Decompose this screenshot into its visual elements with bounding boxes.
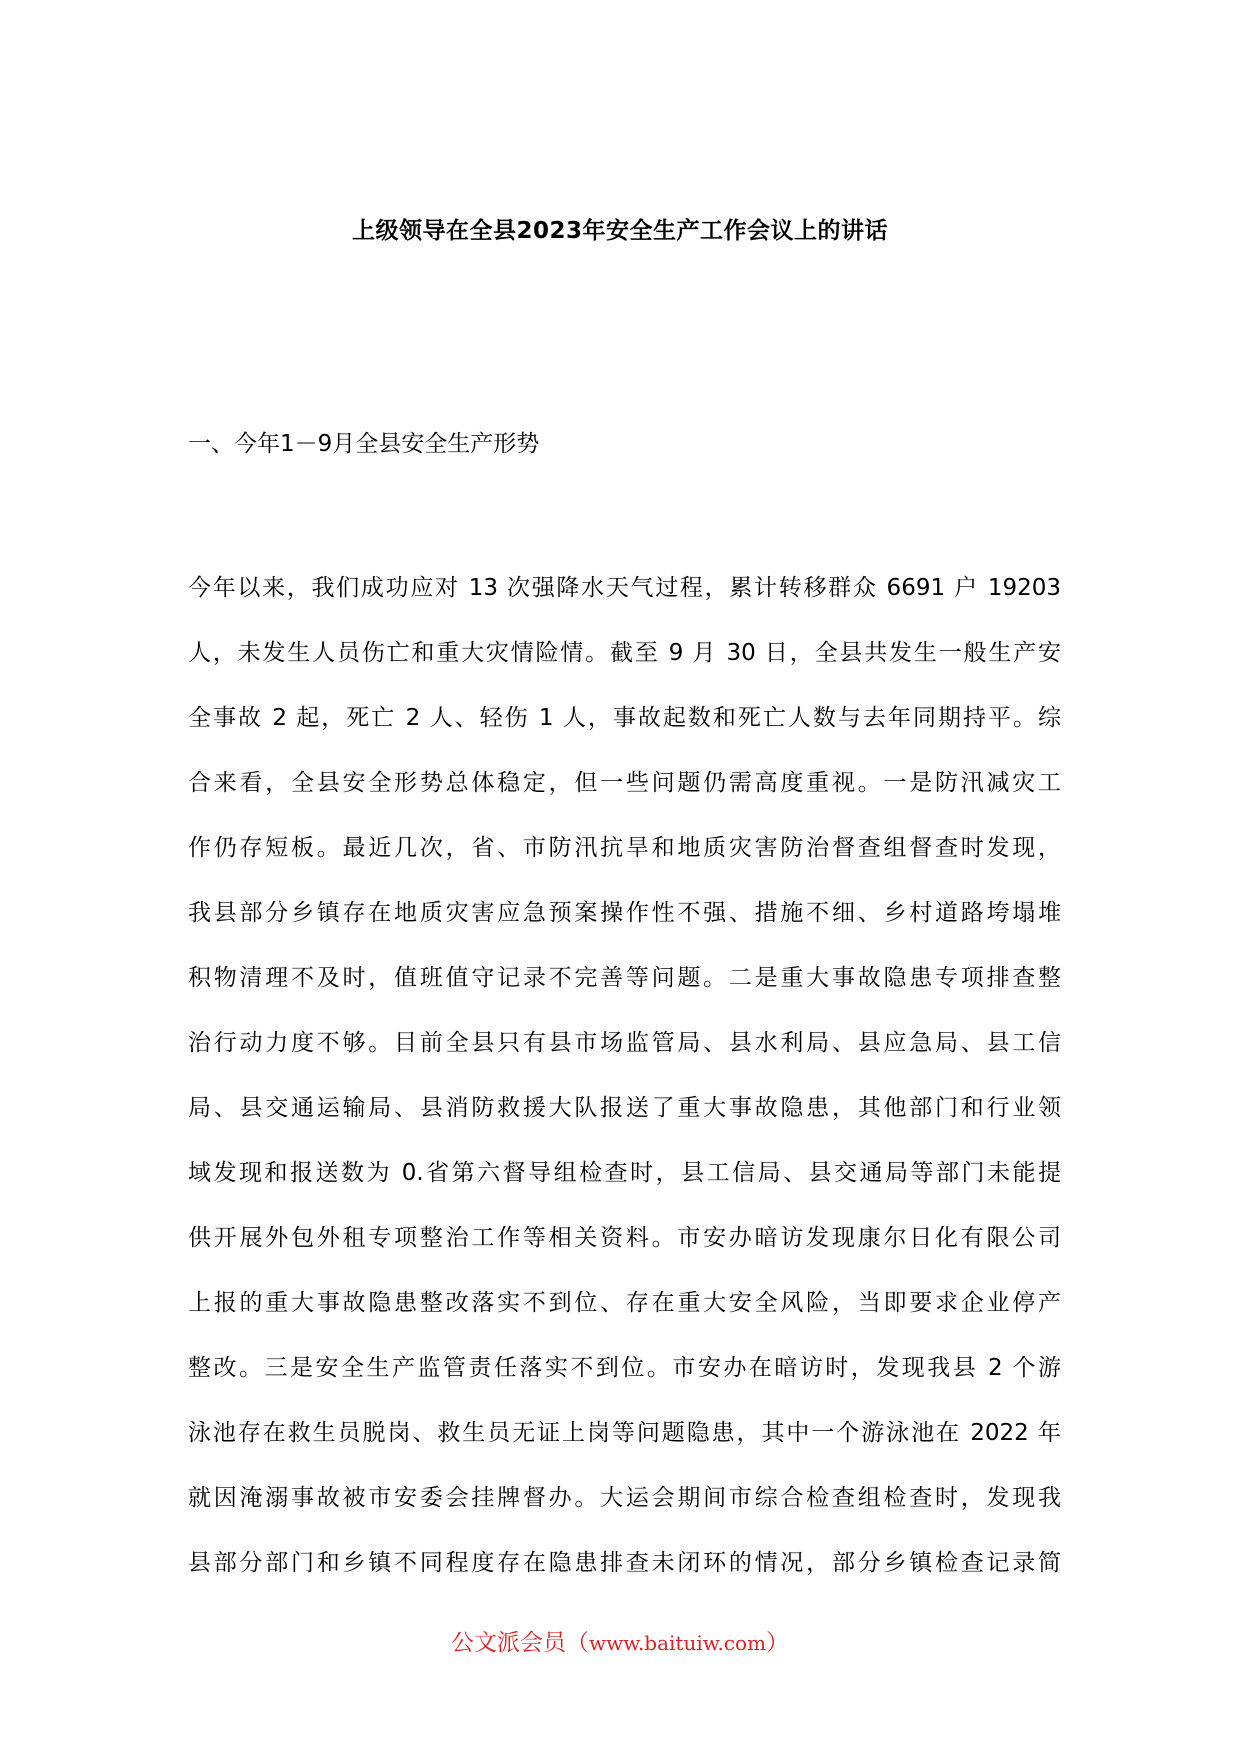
paragraph-line: 域发现和报送数为 0.省第六督导组检查时，县工信局、县交通局等部门未能提: [188, 1160, 1061, 1186]
paragraph-line: 上报的重大事故隐患整改落实不到位、存在重大安全风险，当即要求企业停产: [188, 1290, 1061, 1316]
footer-label: 公文派会员（: [450, 1630, 589, 1656]
paragraph-line: 县部分部门和乡镇不同程度存在隐患排查未闭环的情况，部分乡镇检查记录简: [188, 1550, 1061, 1576]
section-heading: 一、今年1－9月全县安全生产形势: [188, 431, 540, 457]
paragraph-line: 局、县交通运输局、县消防救援大队报送了重大事故隐患，其他部门和行业领: [188, 1095, 1061, 1121]
document-title: 上级领导在全县2023年安全生产工作会议上的讲话: [351, 218, 888, 244]
paragraph-line: 就因淹溺事故被市安委会挂牌督办。大运会期间市综合检查组检查时，发现我: [188, 1485, 1061, 1511]
paragraph-line: 我县部分乡镇存在地质灾害应急预案操作性不强、措施不细、乡村道路垮塌堆: [188, 900, 1061, 926]
paragraph-line: 积物清理不及时，值班值守记录不完善等问题。二是重大事故隐患专项排查整: [188, 965, 1061, 991]
paragraph-line: 供开展外包外租专项整治工作等相关资料。市安办暗访发现康尔日化有限公司: [188, 1225, 1061, 1251]
paragraph-line: 今年以来，我们成功应对 13 次强降水天气过程，累计转移群众 6691 户 19203: [188, 575, 1061, 601]
paragraph-line: 治行动力度不够。目前全县只有县市场监管局、县水利局、县应急局、县工信: [188, 1030, 1061, 1056]
body-paragraph: [188, 556, 1061, 1596]
paragraph-line: 泳池存在救生员脱岗、救生员无证上岗等问题隐患，其中一个游泳池在 2022 年: [188, 1420, 1061, 1446]
paragraph-line: 人，未发生人员伤亡和重大灾情险情。截至 9 月 30 日，全县共发生一般生产安: [188, 640, 1061, 666]
paragraph-line: 全事故 2 起，死亡 2 人、轻伤 1 人，事故起数和死亡人数与去年同期持平。综: [188, 705, 1061, 731]
footer-close: ）: [766, 1630, 790, 1656]
paragraph-line: 作仍存短板。最近几次，省、市防汛抗旱和地质灾害防治督查组督查时发现，: [188, 835, 1061, 861]
footer-watermark: [0, 1626, 1240, 1660]
footer-url-link[interactable]: www.baituiw.com: [588, 1631, 767, 1655]
paragraph-line: 合来看，全县安全形势总体稳定，但一些问题仍需高度重视。一是防汛减灾工: [188, 770, 1061, 796]
paragraph-line: 整改。三是安全生产监管责任落实不到位。市安办在暗访时，发现我县 2 个游: [188, 1355, 1061, 1381]
